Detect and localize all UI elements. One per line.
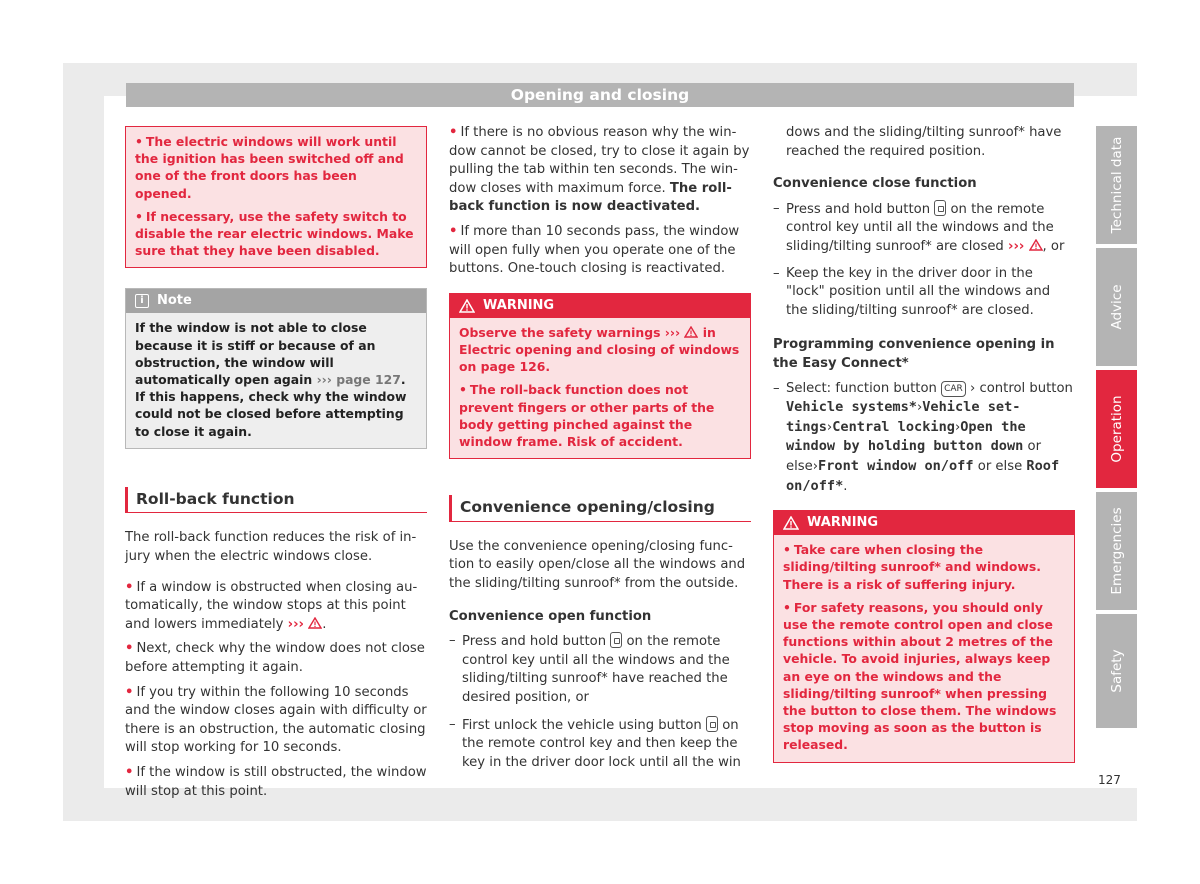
warning-triangle-icon <box>308 617 322 629</box>
bullet-icon: • <box>135 208 143 224</box>
note-body: If the window is not able to close because it is stiff or because of an obstruction, the window will automatically open again ››› page 127. If this happens, check why the window could not be closed before attempting to close it again. <box>126 313 426 447</box>
info-icon: i <box>135 294 149 308</box>
column-3 <box>773 124 1075 763</box>
list-item: • If more than 10 seconds pass, the window will open fully when you operate one of the buttons. One-touch closing is reactivated. <box>449 223 740 277</box>
note-header: i Note <box>126 289 426 313</box>
section-title-convenience: Convenience opening/closing <box>449 495 751 522</box>
warning-triangle-icon <box>459 299 475 313</box>
page-link[interactable]: in Electric opening and closing of windows on page 126 <box>459 324 740 375</box>
warning-body: Observe the safety warnings ››› in Electric opening and closing of windows on page 126. • The roll-back function does not prevent fingers or other parts of the body getting pinched against the window frame. Risk of accident. <box>450 318 750 458</box>
red-caution-box: • The electric windows will work until the ignition has been switched off and one of the front doors has been opened. • If necessary, use the safety switch to disable the rear electric windows. Make sure that they have been disabled. <box>125 126 427 268</box>
section-title-roll-back: Roll-back function <box>125 487 427 514</box>
tab-technical-data[interactable]: Technical data <box>1096 126 1137 244</box>
list-item: • If you try within the following 10 seconds and the window closes again with difficulty or there is an obstruction, the automatic closing will stop working for 10 seconds. <box>125 684 427 756</box>
intro-text: The roll-back function reduces the risk of injury when the electric windows close. <box>125 530 417 565</box>
bullet-icon: • <box>135 134 143 149</box>
list-item: • If there is no obvious reason why the window cannot be closed, try to close it again by pulling the tab within ten seconds. The window closes with maximum force. The roll-back function is now deactivated. <box>449 125 750 215</box>
tab-operation[interactable]: Operation <box>1096 370 1137 488</box>
list-item: • Next, check why the window does not close before attempting it again. <box>125 641 425 675</box>
car-key-icon: CAR <box>941 381 966 397</box>
list-item: – Press and hold button on the remote control key until all the windows and the sliding/tilting sunroof* have reached the desired position, or <box>449 633 730 705</box>
note-box <box>125 288 427 448</box>
column-2 <box>449 124 751 778</box>
subheading: Programming convenience opening in the Easy Connect* <box>773 337 1055 371</box>
page-number: 127 <box>1098 773 1121 787</box>
section-header: Opening and closing <box>126 83 1074 107</box>
subheading: Convenience close function <box>773 176 977 192</box>
warning-header: WARNING <box>450 294 750 318</box>
tab-emergencies[interactable]: Emergencies <box>1096 492 1137 610</box>
warning-triangle-icon <box>1029 239 1043 251</box>
lock-key-icon <box>610 632 622 648</box>
list-item: – Press and hold button on the remote control key until all the windows and the sliding/tilting sunroof* are closed ››› , or <box>773 200 1065 254</box>
warning-triangle-icon <box>684 326 698 338</box>
continued-text: dows and the sliding/tilting sunroof* have reached the required position. <box>786 125 1062 159</box>
tab-advice[interactable]: Advice <box>1096 248 1137 366</box>
list-item: • If a window is obstructed when closing automatically, the window stops at this point and lowers immediately ››› . <box>125 579 418 632</box>
warning-header: WARNING <box>774 511 1074 535</box>
list-item: • If the window is still obstructed, the window will stop at this point. <box>125 764 427 799</box>
warning-box <box>449 293 751 459</box>
lock-key-icon <box>934 200 946 216</box>
tab-safety[interactable]: Safety <box>1096 614 1137 728</box>
list-item: – Keep the key in the driver door in the "lock" position until all the windows and the sliding/tilting sunroof* are closed. <box>773 265 1051 318</box>
subheading: Convenience open function <box>449 608 652 624</box>
page-link[interactable]: ››› page 127 <box>316 372 401 388</box>
unlock-key-icon <box>706 716 718 732</box>
column-1 <box>125 124 427 807</box>
intro-text: Use the convenience opening/closing function to easily open/close all the windows and the sliding/tilting sunroof* from the outside. <box>449 538 746 591</box>
warning-triangle-icon <box>783 516 799 530</box>
warning-body: • Take care when closing the sliding/tilting sunroof* and windows. There is a risk of suffering injury. • For safety reasons, you should only use the remote control open and close functions within about 2 metres of the vehicle. To avoid injuries, always keep an eye on the windows and the sliding/tilting sunroof* when pressing the button to close them. The windows stop moving as soon as the button is released. <box>774 535 1074 761</box>
list-item: – Select: function button CAR › control button Vehicle systems*›Vehicle settings›Central locking›Open the window by holding button down or else›Front window on/off or else Roof on/off*. <box>773 380 1073 494</box>
warning-box <box>773 510 1075 762</box>
list-item: – First unlock the vehicle using button on the remote control key and then keep the key in the driver door lock until all the win <box>449 716 741 770</box>
